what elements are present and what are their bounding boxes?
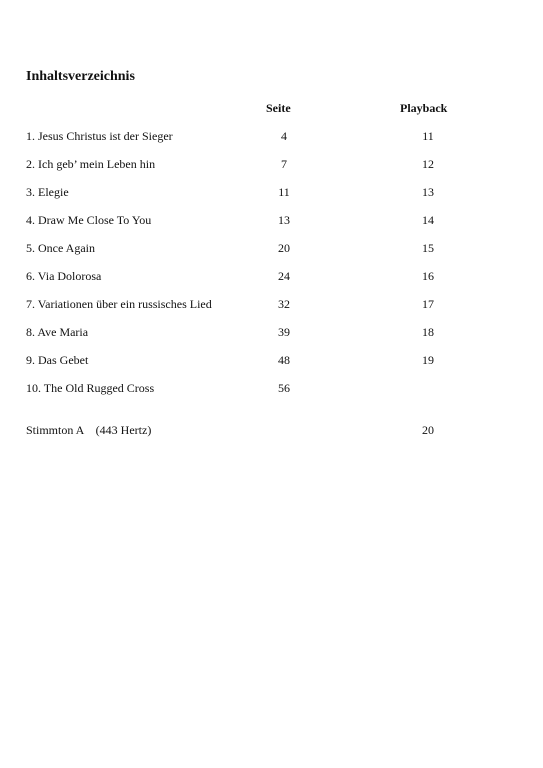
entry-page: 7 bbox=[281, 157, 287, 171]
tuning-entry bbox=[0, 423, 543, 439]
entry-page: 48 bbox=[278, 353, 290, 367]
toc-entry bbox=[0, 129, 543, 145]
column-header-playback: Playback bbox=[400, 101, 448, 115]
entry-title: 9. Das Gebet bbox=[26, 353, 89, 367]
entry-page: 24 bbox=[278, 269, 290, 283]
entry-playback: 17 bbox=[422, 297, 434, 311]
entry-title: 10. The Old Rugged Cross bbox=[26, 381, 155, 395]
entry-playback: 11 bbox=[422, 129, 434, 143]
toc-entry bbox=[0, 381, 543, 397]
toc-entry bbox=[0, 241, 543, 257]
entry-page: 56 bbox=[278, 381, 290, 395]
entry-playback: 12 bbox=[422, 157, 434, 171]
entry-page: 11 bbox=[278, 185, 290, 199]
entry-page: 20 bbox=[278, 241, 290, 255]
entry-playback: 19 bbox=[422, 353, 434, 367]
entry-playback: 13 bbox=[422, 185, 434, 199]
entry-page: 39 bbox=[278, 325, 290, 339]
entry-playback: 18 bbox=[422, 325, 434, 339]
toc-entry bbox=[0, 297, 543, 313]
tuning-label: Stimmton A (443 Hertz) bbox=[26, 423, 152, 437]
entry-title: 2. Ich geb’ mein Leben hin bbox=[26, 157, 156, 171]
entry-playback: 14 bbox=[422, 213, 434, 227]
entry-page: 4 bbox=[281, 129, 287, 143]
toc-entry bbox=[0, 185, 543, 201]
entry-page: 32 bbox=[278, 297, 290, 311]
toc-entry bbox=[0, 353, 543, 369]
entry-title: 6. Via Dolorosa bbox=[26, 269, 102, 283]
toc-entry bbox=[0, 325, 543, 341]
entry-title: 1. Jesus Christus ist der Sieger bbox=[26, 129, 173, 143]
toc-entry bbox=[0, 213, 543, 229]
entry-title: 4. Draw Me Close To You bbox=[26, 213, 152, 227]
entry-title: 7. Variationen über ein russisches Lied bbox=[26, 297, 212, 311]
entry-playback: 15 bbox=[422, 241, 434, 255]
entry-title: 5. Once Again bbox=[26, 241, 95, 255]
column-header-seite: Seite bbox=[266, 101, 291, 115]
toc-entry bbox=[0, 269, 543, 285]
entry-title: 8. Ave Maria bbox=[26, 325, 89, 339]
entry-page: 13 bbox=[278, 213, 290, 227]
entry-playback: 16 bbox=[422, 269, 434, 283]
entry-title: 3. Elegie bbox=[26, 185, 69, 199]
toc-entry bbox=[0, 157, 543, 173]
tuning-playback: 20 bbox=[422, 423, 434, 437]
page-title: Inhaltsverzeichnis bbox=[26, 69, 135, 84]
